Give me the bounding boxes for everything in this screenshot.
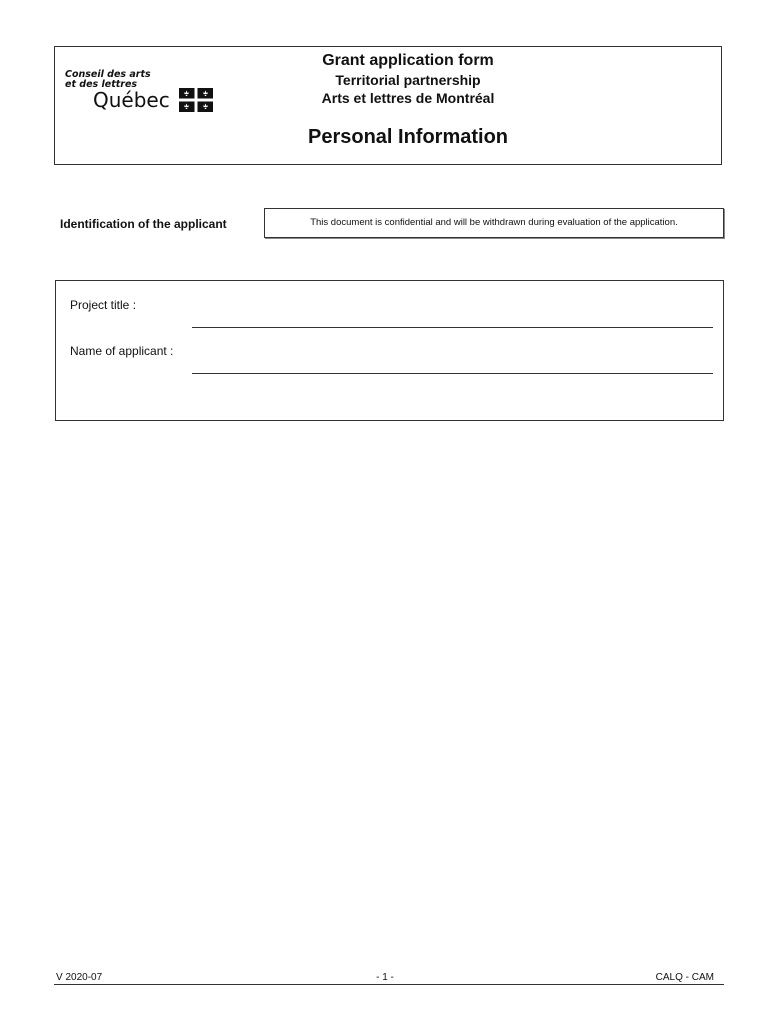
quebec-flag-icon (179, 88, 213, 112)
form-subtitle-program: Territorial partnership (335, 72, 481, 88)
footer-code: CALQ - CAM (655, 972, 714, 983)
project-title-label: Project title : (70, 298, 137, 312)
identification-heading: Identification of the applicant (60, 217, 227, 231)
calq-logo (65, 69, 225, 119)
applicant-name-label: Name of applicant : (70, 344, 174, 358)
logo-text-line-1: Conseil des arts (65, 69, 151, 80)
logo-text-line-2: et des lettres (65, 79, 138, 90)
header-box (54, 46, 722, 165)
project-title-input[interactable] (192, 308, 713, 328)
applicant-name-input[interactable] (192, 354, 713, 374)
footer-version: V 2020-07 (56, 972, 103, 983)
applicant-fields-box (55, 280, 724, 421)
form-title: Grant application form (322, 52, 494, 69)
section-title: Personal Information (307, 126, 509, 148)
logo-wordmark: Québec (93, 88, 170, 112)
footer-page-number: - 1 - (376, 972, 394, 983)
title-block (255, 51, 561, 107)
footer-divider (54, 984, 724, 985)
form-subtitle-partner: Arts et lettres de Montréal (321, 90, 495, 106)
confidentiality-notice: This document is confidential and will be withdrawn during evaluation of the application. (264, 208, 724, 238)
